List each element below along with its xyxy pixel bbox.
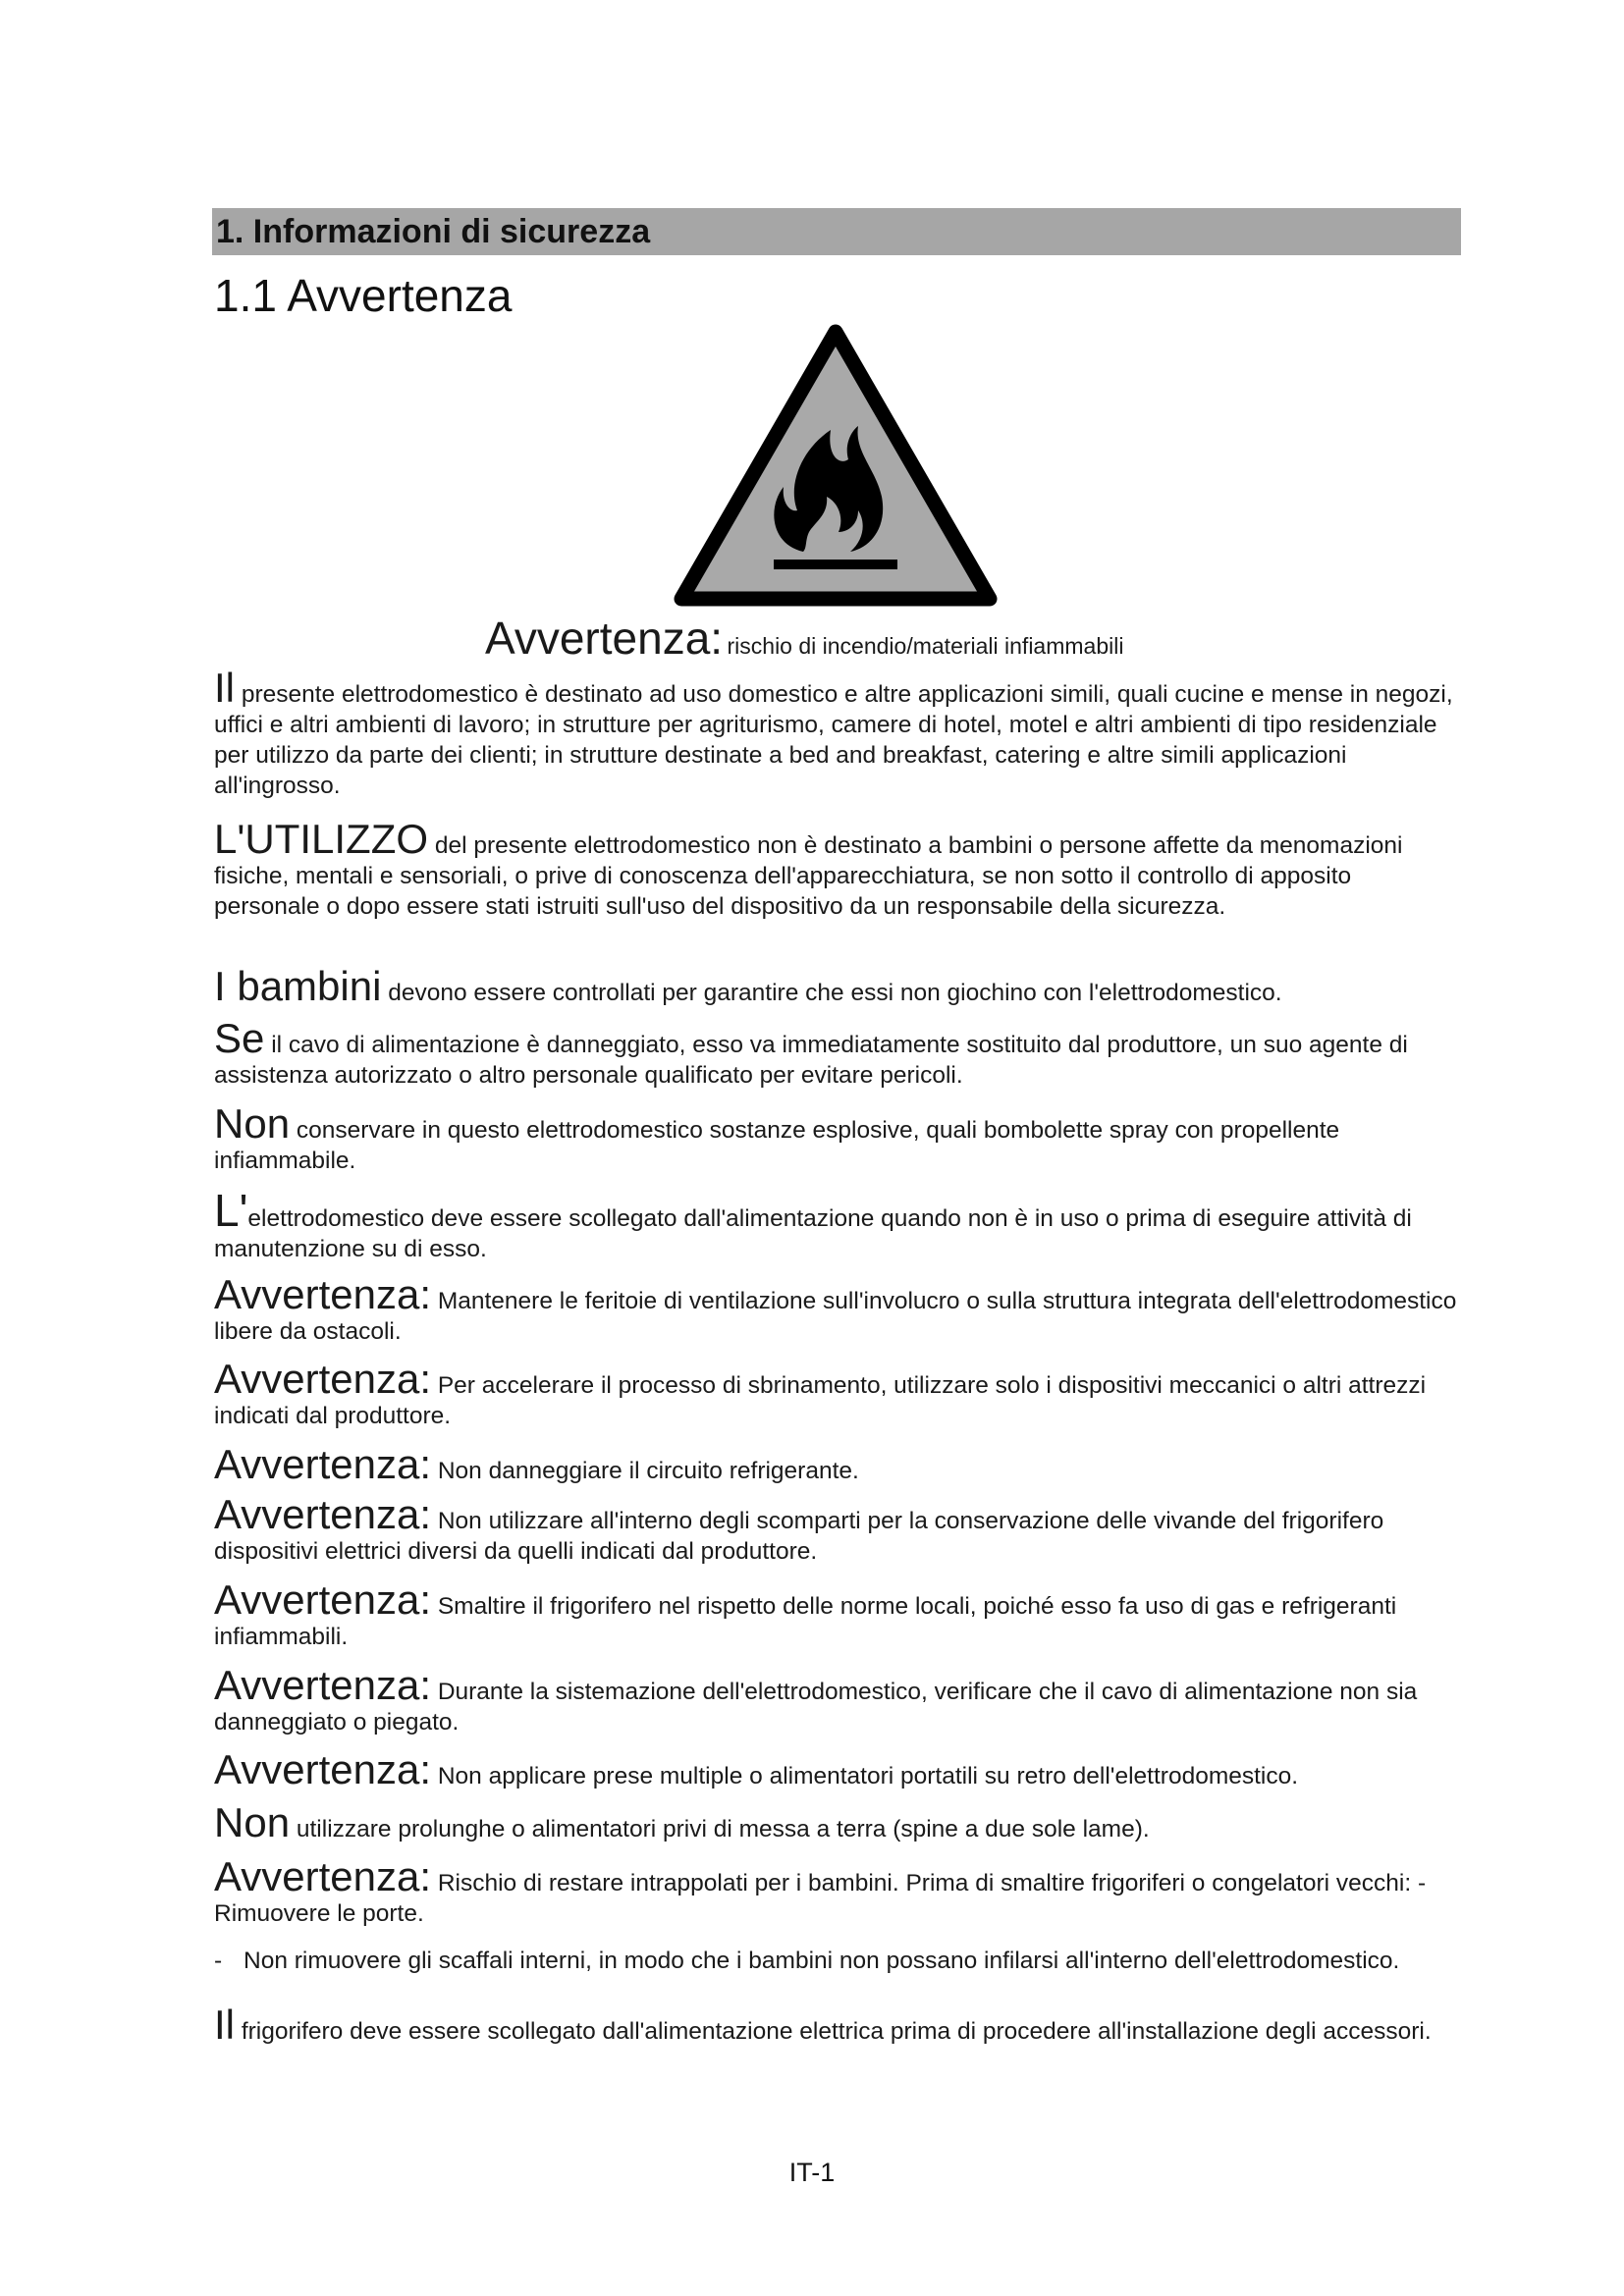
paragraph-lead: Se bbox=[214, 1015, 265, 1061]
flammable-warning-icon bbox=[672, 322, 1000, 611]
paragraph bbox=[214, 2002, 1459, 2048]
paragraph bbox=[214, 1491, 1459, 1567]
paragraph-lead: Il bbox=[214, 2002, 235, 2048]
paragraph-text: del presente elettrodomestico non è destinato a bambini o persone affette da menomazioni fisiche, mentali e sensoriali, o prive di conoscenza dell'apparecchiatura, se non sotto il controllo di apposito personale o dopo essere stati istruiti sull'uso del dispositivo da un responsabile della sicurezza. bbox=[214, 832, 1403, 920]
paragraph-text: frigorifero deve essere scollegato dall'alimentazione elettrica prima di procedere all'installazione degli accessori. bbox=[241, 2018, 1432, 2045]
paragraph bbox=[214, 1356, 1459, 1431]
list-item bbox=[214, 1947, 1459, 1975]
paragraph-text: elettrodomestico deve essere scollegato dall'alimentazione quando non è in uso o prima di eseguire attività di manutenzione su di esso. bbox=[214, 1205, 1412, 1262]
paragraph bbox=[214, 1662, 1459, 1737]
paragraph-text: Non applicare prese multiple o alimentatori portatili su retro dell'elettrodomestico. bbox=[437, 1763, 1299, 1789]
list-item-text: Non rimuovere gli scaffali interni, in modo che i bambini non possano infilarsi all'interno dell'elettrodomestico. bbox=[244, 1948, 1400, 1974]
subsection-heading: 1.1 Avvertenza bbox=[214, 270, 513, 321]
paragraph-lead: Avvertenza: bbox=[214, 1491, 432, 1537]
paragraph-lead: Avvertenza: bbox=[214, 1853, 432, 1899]
inline-list-item: - Rimuovere le porte. bbox=[214, 1870, 1427, 1927]
paragraph bbox=[214, 1100, 1459, 1176]
paragraph-lead: Avvertenza: bbox=[214, 1441, 432, 1487]
paragraph-text: Non danneggiare il circuito refrigerante. bbox=[437, 1458, 859, 1484]
symbol-caption-lead: Avvertenza: bbox=[485, 613, 724, 664]
paragraph-text: devono essere controllati per garantire che essi non giochino con l'elettrodomestico. bbox=[388, 980, 1282, 1006]
paragraph-lead: Avvertenza: bbox=[214, 1662, 432, 1708]
paragraph bbox=[214, 1746, 1459, 1792]
paragraph bbox=[214, 1441, 1459, 1487]
paragraph-lead: Avvertenza: bbox=[214, 1576, 432, 1623]
paragraph bbox=[214, 1799, 1459, 1845]
paragraph bbox=[214, 816, 1459, 922]
paragraph-text: conservare in questo elettrodomestico sostanze esplosive, quali bombolette spray con propellente infiammabile. bbox=[214, 1117, 1340, 1174]
paragraph-text: Rischio di restare intrappolati per i bambini. Prima di smaltire frigoriferi o congelatori vecchi: bbox=[437, 1870, 1412, 1896]
paragraph bbox=[214, 1185, 1459, 1264]
paragraph-text: utilizzare prolunghe o alimentatori privi di messa a terra (spine a due sole lame). bbox=[296, 1816, 1150, 1842]
paragraph-text: presente elettrodomestico è destinato ad uso domestico e altre applicazioni simili, quali cucine e mense in negozi, uffici e altri ambienti di lavoro; in strutture per agriturismo, camere di hotel, motel e altri ambienti di tipo residenziale per utilizzo da parte dei clienti; in strutture destinate a bed and breakfast, catering e altre simili applicazioni all'ingrosso. bbox=[214, 681, 1453, 799]
paragraph-text: Smaltire il frigorifero nel rispetto delle norme locali, poiché esso fa uso di gas e refrigeranti infiammabili. bbox=[214, 1593, 1397, 1650]
paragraph-text: il cavo di alimentazione è danneggiato, esso va immediatamente sostituito dal produttore, un suo agente di assistenza autorizzato o altro personale qualificato per evitare pericoli. bbox=[214, 1032, 1408, 1089]
paragraph-lead: Avvertenza: bbox=[214, 1746, 432, 1792]
symbol-caption bbox=[485, 609, 1123, 667]
section-heading: 1. Informazioni di sicurezza bbox=[212, 208, 1461, 255]
symbol-caption-text: rischio di incendio/materiali infiammabili bbox=[727, 633, 1124, 659]
paragraph bbox=[214, 1576, 1459, 1652]
paragraph-text: Per accelerare il processo di sbrinamento, utilizzare solo i dispositivi meccanici o altri attrezzi indicati dal produttore. bbox=[214, 1372, 1427, 1429]
paragraph-text: Non utilizzare all'interno degli scomparti per la conservazione delle vivande del frigorifero dispositivi elettrici diversi da quelli indicati dal produttore. bbox=[214, 1508, 1384, 1565]
paragraph bbox=[214, 1853, 1459, 1929]
paragraph-text: Mantenere le feritoie di ventilazione sull'involucro o sulla struttura integrata dell'elettrodomestico libere da ostacoli. bbox=[214, 1288, 1457, 1345]
list-dash: - bbox=[214, 1948, 223, 1974]
paragraph bbox=[214, 665, 1459, 801]
paragraph-lead: Non bbox=[214, 1799, 291, 1845]
paragraph-lead: Avvertenza: bbox=[214, 1356, 432, 1402]
paragraph bbox=[214, 1015, 1459, 1091]
paragraph-text: Durante la sistemazione dell'elettrodomestico, verificare che il cavo di alimentazione non sia danneggiato o piegato. bbox=[214, 1679, 1418, 1735]
paragraph-lead: Il bbox=[214, 665, 235, 711]
paragraph bbox=[214, 1271, 1459, 1347]
paragraph-lead: I bambini bbox=[214, 963, 382, 1009]
page-number: IT-1 bbox=[788, 2158, 836, 2187]
paragraph-lead: L' bbox=[214, 1185, 248, 1236]
paragraph-lead: Avvertenza: bbox=[214, 1271, 432, 1317]
paragraph-lead: L'UTILIZZO bbox=[214, 816, 429, 862]
paragraph bbox=[214, 963, 1459, 1009]
paragraph-lead: Non bbox=[214, 1100, 291, 1147]
